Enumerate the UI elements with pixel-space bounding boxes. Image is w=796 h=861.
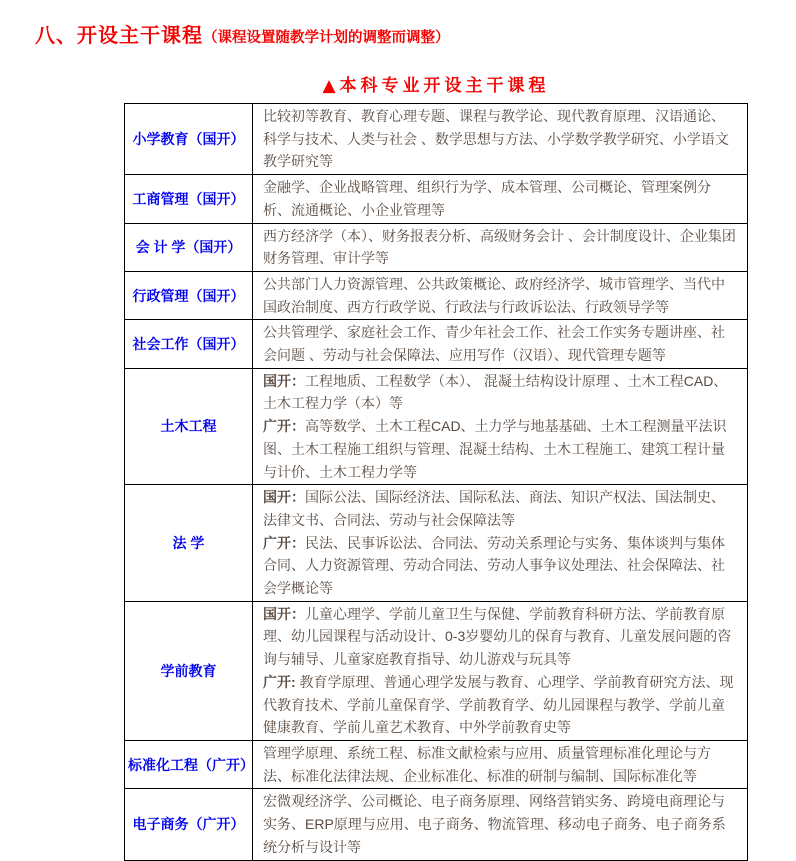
program-name: 标准化工程（广开） [125,740,253,788]
program-name: 法 学 [125,485,253,602]
course-list [253,789,748,860]
program-name: 会 计 学（国开） [125,223,253,271]
page-title-text: 八、开设主干课程 [35,25,203,47]
provider-prefix: 广开： [263,534,305,551]
course-segment [263,742,737,787]
course-list [253,368,748,485]
course-text: 西方经济学（本）、财务报表分析、高级财务会计 、会计制度设计、企业集团财务管理、审计学等 [263,227,736,267]
course-text: 管理学原理、系统工程、标准文献检索与应用、质量管理标准化理论与方法、标准化法律法规、企业标准化、标准的研制与编制、国际标准化等 [263,744,711,784]
table-row [125,271,748,319]
program-name: 行政管理（国开） [125,271,253,319]
table-row [125,789,748,860]
course-text: 民法、民事诉讼法、合同法、劳动关系理论与实务、集体谈判与集体合同、人力资源管理、劳动合同法、劳动人事争议处理法、社会保障法、社会学概论等 [263,534,725,597]
course-text: 公共管理学、家庭社会工作、青少年社会工作、社会工作实务专题讲座、社会问题 、劳动与社会保障法、应用写作（汉语）、现代管理专题等 [263,324,725,364]
program-name: 社会工作（国开） [125,320,253,368]
table-row [125,368,748,485]
course-segment [263,370,737,415]
provider-prefix: 国开： [263,489,305,506]
course-text: 国际公法、国际经济法、国际私法、商法、知识产权法、国法制史、法律文书、合同法、劳动与社会保障法等 [263,489,725,528]
provider-prefix: 广开: [263,673,296,690]
course-text: 宏微观经济学、公司概论、电子商务原理、网络营销实务、跨境电商理论与实务、ERP原理与应用、电子商务、物流管理、移动电子商务、电子商务系统分析与设计等 [263,793,726,855]
table-row [125,104,748,175]
program-name: 工商管理（国开） [125,175,253,223]
table-row [125,175,748,223]
course-segment [263,321,737,366]
course-list [253,485,748,602]
table-caption: ▲本科专业开设主干课程 [322,76,550,96]
course-text: 金融学、企业战略管理、组织行为学、成本管理、公司概论、管理案例分析、流通概论、小企业管理等 [263,179,711,218]
course-list [253,601,748,740]
course-text: 教育学原理、普通心理学发展与教育、心理学、学前教育研究方法、现代教育技术、学前儿童保育学、学前教育学、幼儿园课程与教学、学前儿童健康教育、学前儿童艺术教育、中外学前教育史等 [263,673,734,736]
course-segment [263,225,737,270]
course-segment [263,273,737,318]
course-text: 高等数学、土木工程CAD、土力学与地基基础、土木工程测量平法识图、土木工程施工组织与管理、混凝土结构、土木工程施工、建筑工程计量与计价、土木工程力学等 [263,418,727,480]
course-list [253,175,748,223]
course-table [124,103,748,861]
course-text: 比较初等教育、教育心理专题、课程与教学论、现代教育原理、汉语通论、科学与技术、人类与社会 、数学思想与方法、小学数学教学研究、小学语文教学研究等 [263,108,729,170]
page-title-note: （课程设置随教学计划的调整而调整） [203,30,450,46]
course-list [253,740,748,788]
table-row [125,320,748,368]
table-row [125,601,748,740]
course-segment [263,176,737,221]
course-text: 儿童心理学、学前儿童卫生与保健、学前教育科研方法、学前教育原理、幼儿园课程与活动设计、0-3岁婴幼儿的保育与教育、儿童发展问题的咨询与辅导、儿童家庭教育指导、幼儿游戏与玩具等 [263,605,732,668]
table-row [125,223,748,271]
program-name: 土木工程 [125,368,253,485]
provider-prefix: 国开： [263,605,305,622]
course-segment [263,105,737,173]
course-list [253,223,748,271]
program-name: 电子商务（广开） [125,789,253,860]
table-row [125,485,748,602]
course-table-body [125,104,748,861]
course-segment [263,532,737,600]
course-list [253,320,748,368]
course-text: 工程地质、工程数学（本）、 混凝土结构设计原理 、土木工程CAD、 土木工程力学（本）等 [263,372,728,412]
provider-prefix: 广开： [263,418,305,435]
program-name: 学前教育 [125,601,253,740]
program-name: 小学教育（国开） [125,104,253,175]
page-title [35,13,796,50]
provider-prefix: 国开： [263,372,305,389]
course-segment [263,486,737,531]
course-segment [263,415,737,483]
course-segment [263,790,737,858]
course-list [253,271,748,319]
table-row [125,740,748,788]
course-segment [263,671,737,739]
course-segment [263,603,737,671]
course-list [253,104,748,175]
course-text: 公共部门人力资源管理、公共政策概论、政府经济学、城市管理学、当代中国政治制度、西方行政学说、行政法与行政诉讼法、行政领导学等 [263,275,725,315]
